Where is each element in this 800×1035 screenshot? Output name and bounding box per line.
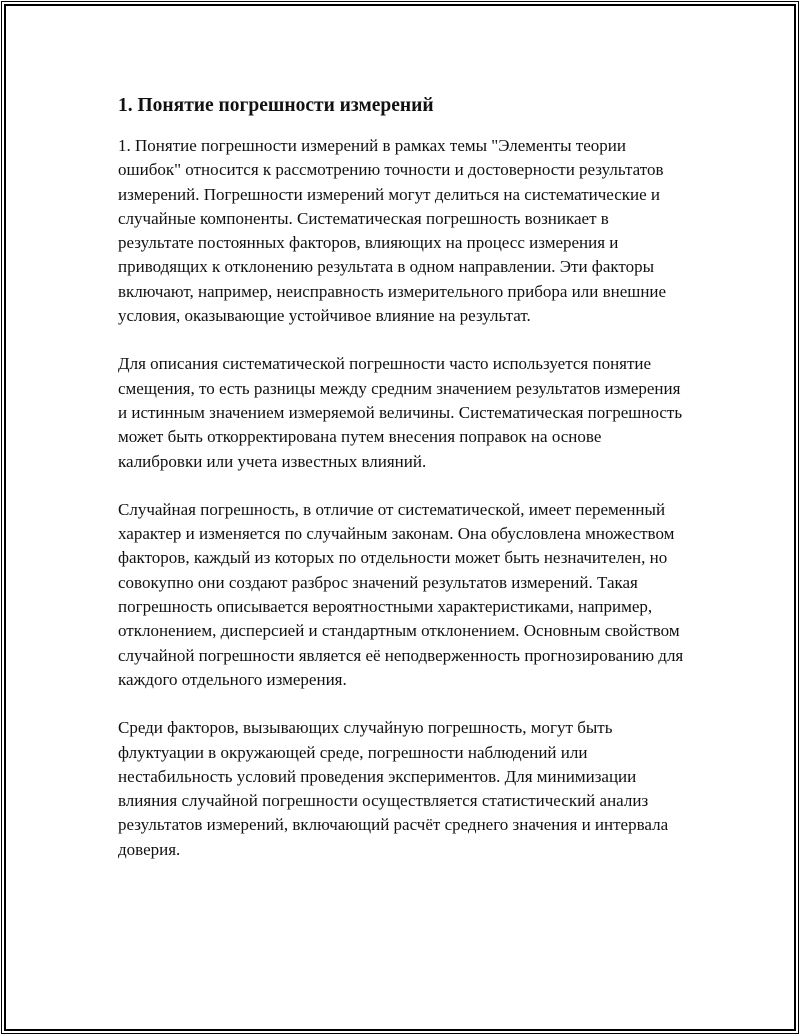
- paragraph-1: 1. Понятие погрешности измерений в рамках темы "Элементы теории ошибок" относится к рассмотрению точности и достоверности результатов измерений. Погрешности измерений могут делиться на систематические и случайные компоненты. Систематическая погрешность возникает в результате постоянных факторов, влияющих на процесс измерения и приводящих к отклонению результата в одном направлении. Эти факторы включают, например, неисправность измерительного прибора или внешние условия, оказывающие устойчивое влияние на результат.: [118, 136, 667, 326]
- document-body: [118, 92, 688, 886]
- paragraph-4: Среди факторов, вызывающих случайную погрешность, могут быть флуктуации в окружающей среде, погрешности наблюдений или нестабильность условий проведения экспериментов. Для минимизации влияния случайной погрешности осуществляется статистический анализ результатов измерений, включающий расчёт среднего значения и интервала доверия.: [118, 718, 669, 859]
- document-title: 1. Понятие погрешности измерений: [118, 95, 434, 116]
- paragraph-3: Случайная погрешность, в отличие от систематической, имеет переменный характер и изменяется по случайным законам. Она обусловлена множеством факторов, каждый из которых по отдельности может быть незначителен, но совокупно они создают разброс значений результатов измерений. Такая погрешность описывается вероятностными характеристиками, например, отклонением, дисперсией и стандартным отклонением. Основным свойством случайной погрешности является её неподверженность прогнозированию для каждого отдельного измерения.: [118, 499, 684, 689]
- paragraph-2: Для описания систематической погрешности часто используется понятие смещения, то есть разницы между средним значением результатов измерения и истинным значением измеряемой величины. Систематическая погрешность может быть откорректирована путем внесения поправок на основе калибровки или учета известных влияний.: [118, 354, 683, 471]
